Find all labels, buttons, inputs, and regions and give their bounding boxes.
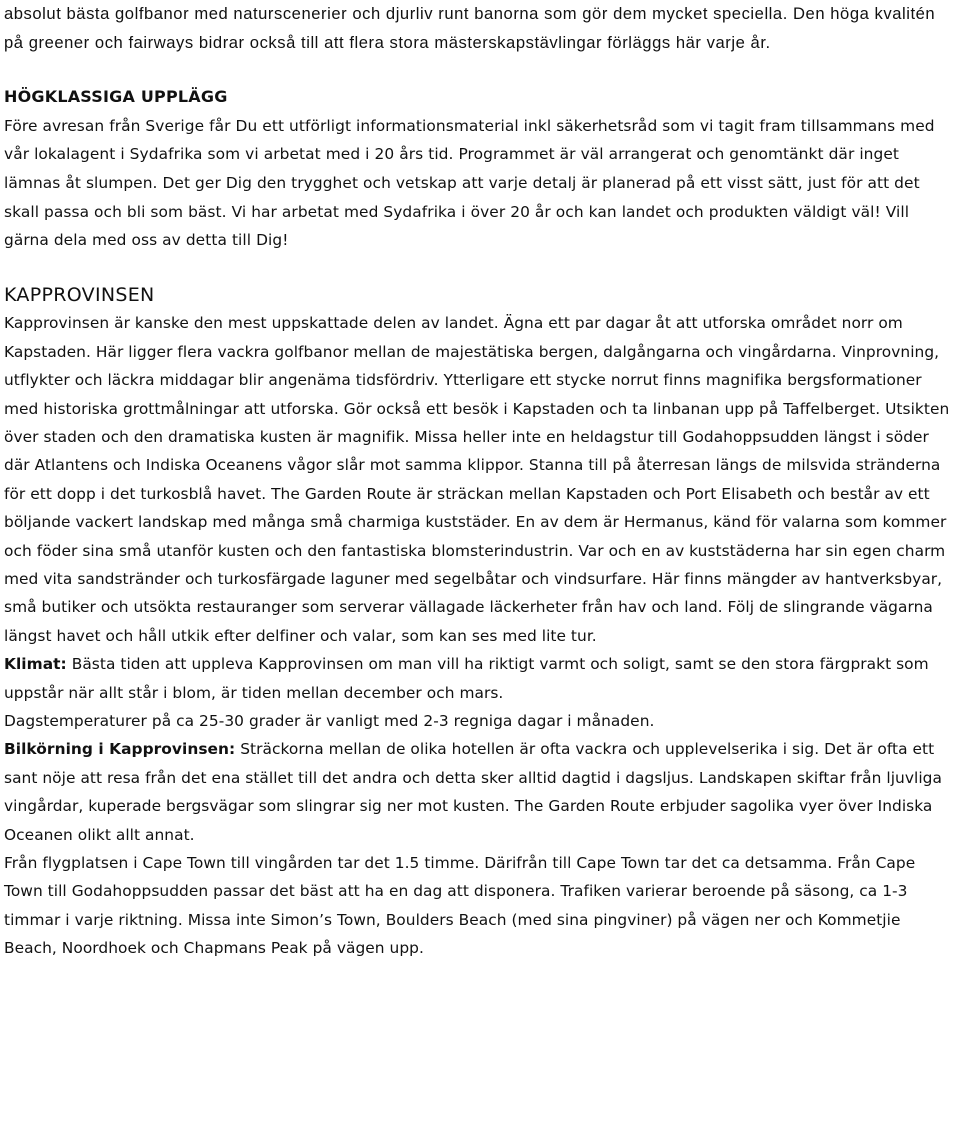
driving-text: Sträckorna mellan de olika hotellen är ofta vackra och upplevelserika i sig. Det är ofta ett sant nöje att resa från det ena stället till det andra och detta sker alltid dagtid i dagsljus. Landskapen skiftar från ljuvliga vingårdar, kuperade bergsvägar som slingrar sig ner mot kusten. The Garden Route erbjuder sagolika vyer över Indiska Oceanen olikt allt annat. — [4, 740, 942, 844]
driving-label: Bilkörning i Kapprovinsen: — [4, 740, 236, 759]
section-heading-upplagg: HÖGKLASSIGA UPPLÄGG — [4, 87, 228, 107]
climate-paragraph — [4, 650, 956, 707]
climate-label: Klimat: — [4, 655, 67, 674]
intro-paragraph: absolut bästa golfbanor med naturscenerier och djurliv runt banorna som gör dem mycket speciella. Den höga kvalitén på greener och fairways bidrar också till att flera stora mästerskapstävlingar förläggs här varje år. — [4, 4, 936, 52]
upplagg-paragraph: Före avresan från Sverige får Du ett utförligt informationsmaterial inkl säkerhetsråd som vi tagit fram tillsammans med vår lokalagent i Sydafrika som vi arbetat med i 20 års tid. Programmet är väl arrangerat och genomtänkt där inget lämnas åt slumpen. Det ger Dig den trygghet och vetskap att varje detalj är planerad på ett visst sätt, just för att det skall passa och bli som bäst. Vi har arbetat med Sydafrika i över 20 år och kan landet och produkten väldigt väl! Vill gärna dela med oss av detta till Dig! — [4, 116, 935, 250]
driving-paragraph — [4, 735, 956, 849]
temperature-paragraph: Dagstemperaturer på ca 25-30 grader är vanligt med 2-3 regniga dagar i månaden. — [4, 712, 655, 731]
airport-paragraph: Från flygplatsen i Cape Town till vingården tar det 1.5 timme. Därifrån till Cape Town tar det ca detsamma. Från Cape Town till Godahoppsudden passar det bäst att ha en dag att disponera. Trafiken varierar beroende på säsong, ca 1-3 timmar i varje riktning. Missa inte Simon’s Town, Boulders Beach (med sina pingviner) på vägen ner och Kommetjie Beach, Noordhoek och Chapmans Peak på vägen upp. — [4, 854, 916, 958]
kapprovinsen-paragraph: Kapprovinsen är kanske den mest uppskattade delen av landet. Ägna ett par dagar åt att utforska området norr om Kapstaden. Här ligger flera vackra golfbanor mellan de majestätiska bergen, dalgångarna och vingårdarna. Vinprovning, utflykter och läckra middagar blir angenäma tidsfördriv. Ytterligare ett stycke norrut finns magnifika bergsformationer med historiska grottmålningar att utforska. Gör också ett besök i Kapstaden och ta linbanan upp på Taffelberget. Utsikten över staden och den dramatiska kusten är magnifik. Missa heller inte en heldagstur till Godahoppsudden längst i söder där Atlantens och Indiska Oceanens vågor slår mot samma klippor. Stanna till på återresan längs de milsvida stränderna för ett dopp i det turkosblå havet. The Garden Route är sträckan mellan Kapstaden och Port Elisabeth och består av ett böljande vackert landskap med många små charmiga kuststäder. En av dem är Hermanus, känd för valarna som kommer och föder sina små utanför kusten och den fantastiska blomsterindustrin. Var och en av kuststäderna har sin egen charm med vita sandstränder och turkosfärgade laguner med segelbåtar och vindsurfare. Här finns mängder av hantverksbyar, små butiker och utsökta restauranger som serverar vällagade läckerheter från hav och land. Följ de slingrande vägarna längst havet och håll utkik efter delfiner och valar, som kan ses med lite tur. — [4, 314, 950, 645]
climate-text: Bästa tiden att uppleva Kapprovinsen om man vill ha riktigt varmt och soligt, samt se den stora färgprakt som uppstår när allt står i blom, är tiden mellan december och mars. — [4, 655, 929, 702]
section-heading-kapprovinsen: KAPPROVINSEN — [4, 283, 155, 306]
